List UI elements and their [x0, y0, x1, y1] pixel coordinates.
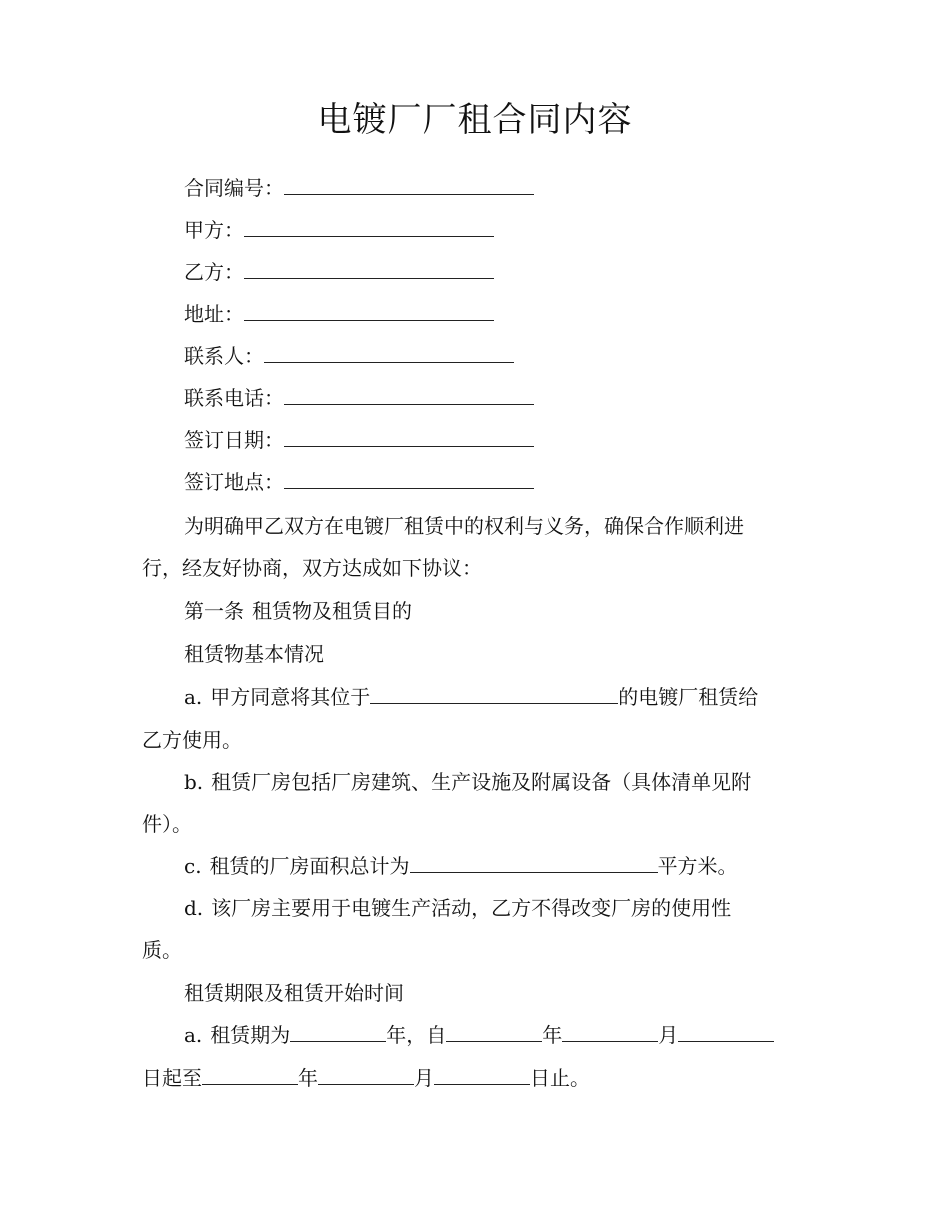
clause-a — [184, 683, 758, 711]
clause-term-line2 — [142, 1064, 590, 1092]
blank-line — [284, 384, 534, 405]
clause-label: d. — [184, 896, 204, 920]
blank-line — [264, 342, 514, 363]
field-sign-date — [184, 426, 534, 454]
field-label: 签订日期： — [184, 428, 284, 452]
blank-line — [434, 1064, 530, 1085]
clause-text: 租赁期为 — [210, 1023, 291, 1047]
clause-b-line2: 件）。 — [142, 812, 192, 836]
clause-d-line2: 质。 — [142, 938, 182, 962]
clause-c — [184, 852, 738, 880]
field-label: 签订地点： — [184, 470, 284, 494]
blank-line — [284, 468, 534, 489]
clause-text: 月 — [658, 1023, 679, 1047]
field-label: 甲方： — [184, 218, 244, 242]
blank-line — [244, 258, 494, 279]
document-title: 电镀厂厂租合同内容 — [317, 100, 633, 140]
blank-line — [202, 1064, 298, 1085]
clause-text: 租赁厂房包括厂房建筑、生产设施及附属设备（具体清单见附 — [211, 770, 752, 794]
field-sign-place — [184, 468, 534, 496]
clause-label: a. — [184, 1023, 203, 1047]
blank-line — [562, 1021, 658, 1042]
field-phone — [184, 384, 534, 412]
clause-text: 年 — [542, 1023, 563, 1047]
clause-label: b. — [184, 770, 204, 794]
clause-term — [184, 1021, 774, 1049]
intro-paragraph-line2: 行，经友好协商，双方达成如下协议： — [142, 556, 482, 580]
blank-line — [244, 300, 494, 321]
clause-text: 月 — [414, 1066, 434, 1090]
field-party-a — [184, 216, 494, 244]
clause-d — [184, 894, 731, 922]
clause-text: 的电镀厂租赁给 — [618, 685, 759, 709]
field-party-b — [184, 258, 494, 286]
clause-text: 租赁的厂房面积总计为 — [209, 854, 410, 878]
clause-b — [184, 768, 751, 796]
field-label: 联系人： — [184, 344, 264, 368]
blank-line — [284, 174, 534, 195]
blank-line — [410, 852, 658, 873]
field-label: 合同编号： — [184, 176, 284, 200]
field-contract-no — [184, 174, 534, 202]
clause-label: a. — [184, 685, 203, 709]
blank-line — [284, 426, 534, 447]
clause-text: 甲方同意将其位于 — [210, 685, 371, 709]
intro-paragraph-line1: 为明确甲乙双方在电镀厂租赁中的权利与义务，确保合作顺利进 — [184, 514, 744, 538]
blank-line — [370, 683, 618, 704]
field-label: 地址： — [184, 302, 244, 326]
article-title: 租赁物及租赁目的 — [252, 599, 412, 623]
article-number: 第一条 — [184, 599, 244, 623]
subsection-heading: 租赁物基本情况 — [184, 642, 324, 666]
blank-line — [678, 1021, 774, 1042]
clause-label: c. — [184, 854, 202, 878]
blank-line — [290, 1021, 386, 1042]
clause-text: 年 — [298, 1066, 318, 1090]
clause-text: 年，自 — [386, 1023, 447, 1047]
blank-line — [244, 216, 494, 237]
clause-text: 日起至 — [142, 1066, 202, 1090]
field-contact — [184, 342, 514, 370]
clause-text: 该厂房主要用于电镀生产活动，乙方不得改变厂房的使用性 — [211, 896, 732, 920]
field-address — [184, 300, 494, 328]
blank-line — [318, 1064, 414, 1085]
clause-a-line2: 乙方使用。 — [142, 728, 242, 752]
field-label: 乙方： — [184, 260, 244, 284]
article-heading — [184, 597, 412, 625]
clause-text: 日止。 — [530, 1066, 590, 1090]
subsection-heading-term: 租赁期限及租赁开始时间 — [184, 981, 404, 1005]
field-label: 联系电话： — [184, 386, 284, 410]
blank-line — [446, 1021, 542, 1042]
clause-text: 平方米。 — [657, 854, 738, 878]
